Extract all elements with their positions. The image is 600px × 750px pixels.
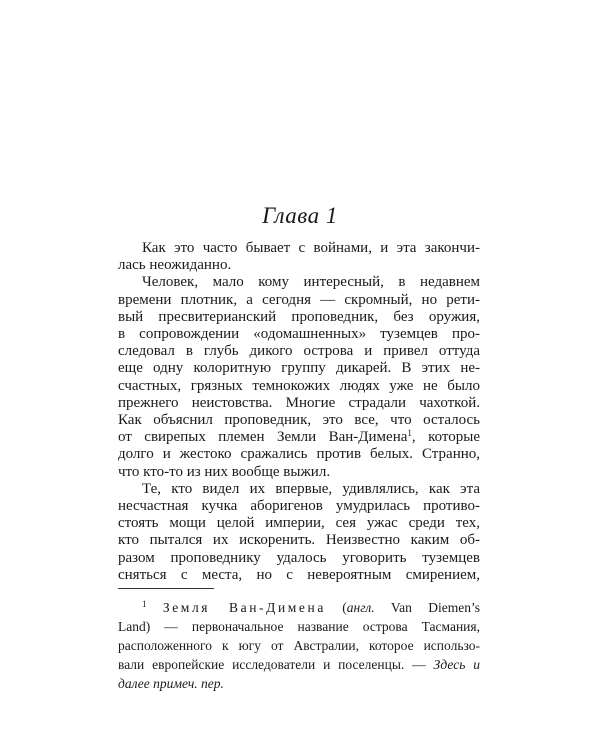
body-line: времени плотник, а сегодня — скромный, но рети- (118, 291, 480, 308)
chapter-title: Глава 1 (262, 203, 338, 228)
footnote-reference: 1 (407, 428, 412, 439)
body-line: что кто-то из них вообще выжил. (118, 463, 331, 480)
footnote-marker: 1 (142, 599, 147, 609)
body-line: прежнего неистовства. Многие страдали чахоткой. (118, 394, 480, 411)
body-line: кто пытался их искоренить. Неизвестно каким об- (118, 532, 480, 549)
footnote-line (118, 598, 480, 617)
body-line: Как это часто бывает с войнами, и эта закончи- (142, 240, 480, 256)
footnote-divider (118, 588, 214, 589)
body-line: несчастная кучка аборигенов умудрилась противо- (118, 498, 480, 514)
footnote-line: Land) — первоначальное название острова Тасмания, (118, 619, 480, 634)
body-line: стоять мощи целой империи, сея ужас среди тех, (118, 515, 480, 532)
body-line: разом проповеднику удалось уговорить туземцев (118, 549, 480, 566)
footnote-text: вали европейские исследователи и поселенцы. (118, 657, 405, 672)
footnote-term: Земля Ван-Димена (162, 600, 326, 615)
body-text: от свирепых племен Земли Ван-Димена (118, 429, 408, 446)
footnote-line: далее примеч. пер. (118, 676, 224, 691)
body-line: лась неожиданно. (118, 257, 232, 274)
body-line: счастных, грязных темнокожих людях уже не было (118, 377, 480, 394)
footnote-lang: англ. (346, 600, 375, 615)
body-line: еще одну колоритную группу дикарей. В этих не- (118, 360, 480, 377)
footnote-text: Van Diemen’s (374, 600, 481, 615)
footnote-paren: ( (342, 600, 347, 615)
body-line: следовал в глубь дикого острова и привел оттуда (118, 343, 480, 360)
body-line: долго и жестоко сражались против белых. Странно, (118, 446, 480, 463)
body-line: в сопровождении «одомашненных» туземцев про- (118, 326, 480, 342)
footnote-note: Здесь и (433, 657, 480, 672)
body-line: Те, кто видел их впервые, удивлялись, как эта (142, 480, 480, 497)
body-line-with-footnote (118, 429, 480, 446)
footnote-line: вали европейские исследователи и поселенцы. — Здесь и (118, 657, 480, 672)
body-text: , которые (411, 429, 481, 446)
body-line: вый пресвитерианский проповедник, без оружия, (118, 308, 480, 325)
body-line: Человек, мало кому интересный, в недавнем (142, 274, 480, 291)
footnote-line: расположенного к югу от Австралии, которое использо- (118, 638, 480, 653)
body-line: сняться с места, но с невероятным смирением, (118, 566, 480, 583)
body-line: Как объяснил проповедник, это все, что осталось (118, 412, 480, 428)
